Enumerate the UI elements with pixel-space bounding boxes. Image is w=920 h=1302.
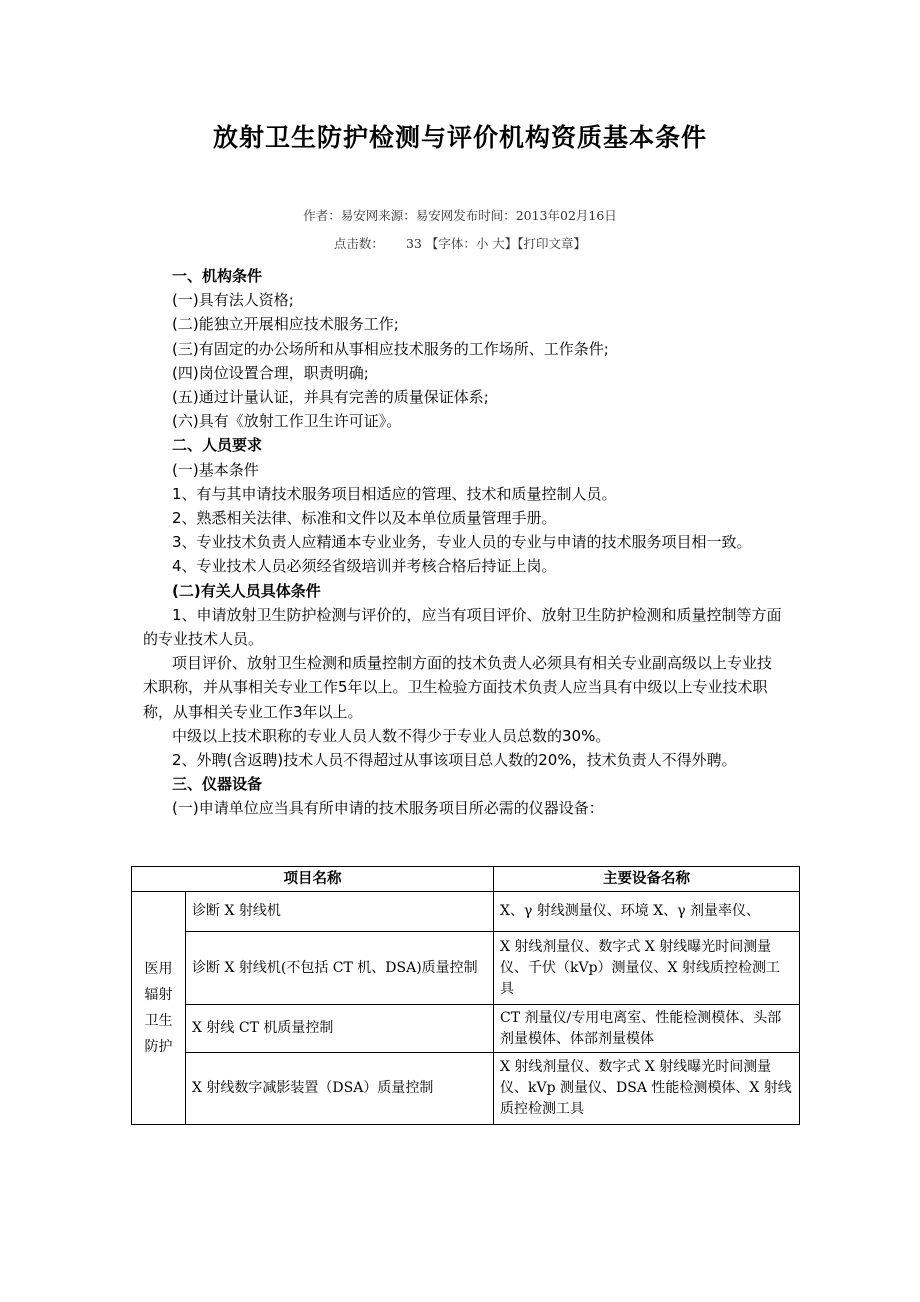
section-heading: 三、仪器设备	[172, 775, 263, 794]
list-item: (一)具有法人资格;	[172, 291, 294, 310]
font-size-print-controls[interactable]: 【字体：小 大】【打印文章】	[425, 236, 587, 251]
equipment-cell: X、γ 射线测量仪、环境 X、γ 剂量率仪、	[494, 892, 800, 932]
column-header: 项目名称	[132, 867, 494, 892]
table-row	[132, 1053, 800, 1125]
article-meta-controls	[0, 234, 920, 252]
paragraph: 中级以上技术职称的专业人员人数不得少于专业人员总数的30%。	[172, 726, 611, 745]
page-title: 放射卫生防护检测与评价机构资质基本条件	[212, 123, 707, 152]
paragraph: 项目评价、放射卫生检测和质量控制方面的技术负责人必须具有相关专业副高级以上专业技术职称，并从事相关专业工作5年以上。卫生检验方面技术负责人应当具有中级以上专业技术职称，从事相关专业工作3年以上。	[143, 654, 773, 721]
item-cell: X 射线 CT 机质量控制	[186, 1005, 494, 1053]
category-text: 防护	[144, 1039, 173, 1055]
article-body	[143, 264, 783, 821]
list-item: (四)岗位设置合理，职责明确;	[172, 363, 369, 382]
list-item: (三)有固定的办公场所和从事相应技术服务的工作场所、工作条件;	[172, 339, 609, 358]
list-item: (五)通过计量认证，并具有完善的质量保证体系;	[172, 388, 489, 407]
category-cell	[132, 892, 186, 1125]
column-header: 主要设备名称	[494, 867, 800, 892]
equipment-cell: CT 剂量仪/专用电离室、性能检测模体、头部剂量模体、体部剂量模体	[494, 1005, 800, 1053]
clicks-value: 33	[405, 236, 422, 251]
paragraph: 1、申请放射卫生防护检测与评价的，应当有项目评价、放射卫生防护检测和质量控制等方面的专业技术人员。	[143, 605, 782, 649]
paragraph: 3、专业技术负责人应精通本专业业务，专业人员的专业与申请的技术服务项目相一致。	[172, 533, 752, 552]
item-cell: X 射线数字减影装置（DSA）质量控制	[186, 1053, 494, 1125]
clicks-label: 点击数：	[333, 236, 384, 251]
subsection-heading: (二)有关人员具体条件	[172, 581, 321, 600]
equipment-cell: X 射线剂量仪、数字式 X 射线曝光时间测量仪、kVp 测量仪、DSA 性能检测模体、X 射线质控检测工具	[494, 1053, 800, 1125]
subsection-heading: (一)申请单位应当具有所申请的技术服务项目所必需的仪器设备：	[172, 799, 604, 818]
article-meta: 作者：易安网来源：易安网发布时间：2013年02月16日	[303, 208, 617, 223]
subsection-heading: (一)基本条件	[172, 460, 259, 479]
table-row	[132, 892, 800, 932]
item-cell: 诊断 X 射线机	[186, 892, 494, 932]
paragraph: 4、专业技术人员必须经省级培训并考核合格后持证上岗。	[172, 557, 557, 576]
section-heading: 一、机构条件	[172, 267, 263, 285]
paragraph: 2、外聘(含返聘)技术人员不得超过从事该项目总人数的20%，技术负责人不得外聘。	[172, 751, 737, 770]
paragraph: 1、有与其申请技术服务项目相适应的管理、技术和质量控制人员。	[172, 484, 617, 503]
section-heading: 二、人员要求	[172, 436, 263, 455]
table-row	[132, 1005, 800, 1053]
category-text: 辐射	[144, 987, 173, 1003]
category-text: 卫生	[144, 1013, 173, 1029]
table-header-row	[132, 867, 800, 892]
equipment-cell: X 射线剂量仪、数字式 X 射线曝光时间测量仪、千伏（kVp）测量仪、X 射线质控检测工具	[494, 932, 800, 1005]
item-cell: 诊断 X 射线机(不包括 CT 机、DSA)质量控制	[186, 932, 494, 1005]
equipment-table	[131, 866, 800, 1125]
list-item: (二)能独立开展相应技术服务工作;	[172, 315, 399, 334]
list-item: (六)具有《放射工作卫生许可证》。	[172, 412, 402, 431]
table-row	[132, 932, 800, 1005]
category-text: 医用	[144, 961, 173, 977]
paragraph: 2、熟悉相关法律、标准和文件以及本单位质量管理手册。	[172, 509, 557, 528]
